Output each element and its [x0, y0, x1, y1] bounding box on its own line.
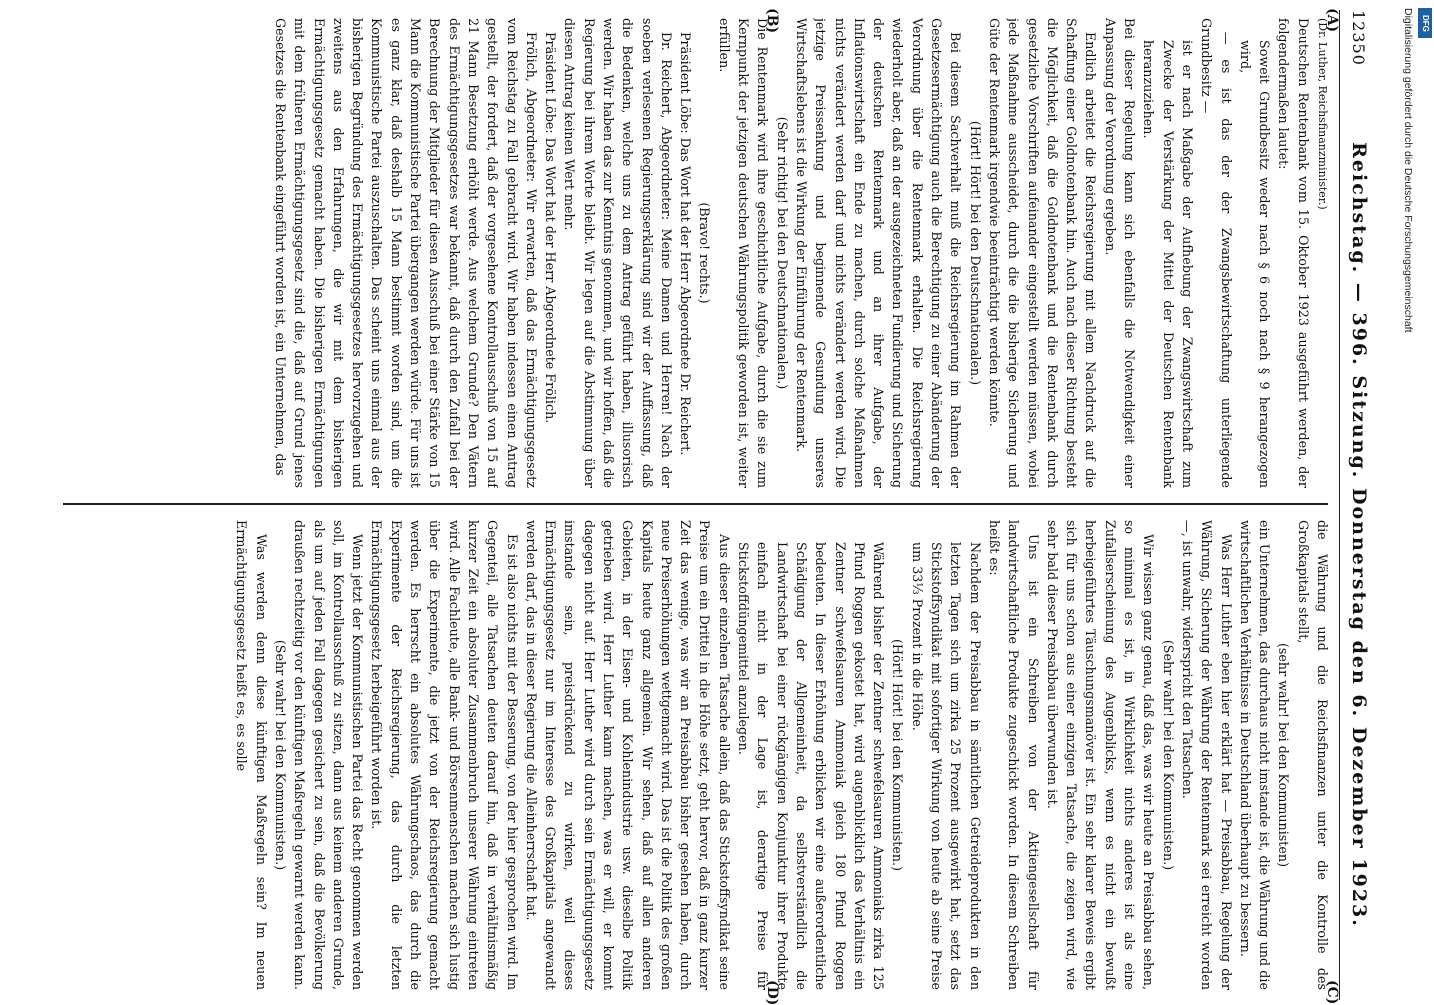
paragraph: Endlich arbeitet die Reichsregierung mit allem Nachdruck auf die Schaffung einer Goldnotenbank hin. Auch nach dieser Richtung besteht die Möglichkeit, daß die Goldnotenbank und die Rentenbank durch gesetzliche Vorschriften aufeinander eingestellt werden müssen, wobei jede Maßnahme ausscheidet, durch die die bisherige Sicherung und Güte der Rentenmark irgendwie beeinträchtigt werden könnte.	[986, 18, 1099, 488]
speaker-context: (Dr. Luther, Reichsfinanzminister.)	[1316, 18, 1329, 210]
speaker-paragraph: Präsident Löbe: Das Wort hat der Herr Abgeordnete Dr. Reichert.	[678, 32, 694, 456]
quote-paragraph: Während bisher der Zentner schwefelsauren Ammoniaks zirka 125 Pfund Roggen gekostet hat, wird augenblicklich das Verhältnis ein Zentner schwefelsauren Ammoniak gleich 180 Pfund Roggen bedeuten. In dieser Erhöhung erblicken wir eine außerordentliche Schädigung der Allgemeinheit, da selbstverständlich die Landwirtschaft bei einer rückgängigen Konjunktur ihrer Produkte einfach nicht in der Lage ist, derartige Preise für Stickstoffdüngemittel anzulegen.	[736, 542, 887, 990]
interjection: (Hört! Hört! bei den Kommunisten.)	[890, 638, 906, 871]
speaker-paragraph: Dr. Reichert, Abgeordneter: Meine Damen und Herren! Nach der soeben verlesenen Regierungserklärung sind wir der Auffassung, daß die Bedenken, welche uns zu dem Antrag geführt haben, illusorisch werden. Wir haben das zur Kenntnis genommen, und wir hoffen, daß die Regierung bei ihrem Worte bleibt. Wir legen auf die Abstimmung über diesen Antrag keinen Wert mehr.	[562, 18, 674, 488]
right-column	[62, 520, 1332, 990]
paragraph: die Währung und die Reichsfinanzen unter die Kontrolle des Großkapitals stellt,	[1295, 520, 1330, 990]
interjection: (Sehr richtig! bei den Deutschnationalen.)	[774, 116, 790, 390]
left-column	[62, 18, 1332, 488]
paragraph: Es ist also nichts mit der Besserung, von der hier gesprochen wird. Im Gegenteil, alle Tatsachen deuten darauf hin, daß in verhältnismäßig kurzer Zeit ein absoluter Zusammenbruch unserer Währung eintreten wird. Alle Fachleute, alle Bank- und Börsenmenschen machen sich lustig über die Experimente, die jetzt von der Reichsregierung gemacht werden. Es herrscht ein absolutes Währungschaos, das durch die Experimente der Reichsregierung, das durch die letzten Ermächtigungsgesetz herbeigeführt worden ist.	[369, 520, 520, 990]
interjection: (sehr wahr! bei den Kommunisten)	[1276, 642, 1292, 868]
speaker-paragraph: Präsident Löbe: Das Wort hat der Herr Abgeordnete Frölich.	[543, 32, 559, 424]
paragraph: Die Rentenmark wird ihre geschichtliche Aufgabe, durch die sie zum Kernpunkt der jetzigen deutschen Währungspolitik geworden ist, weiter erfüllen.	[716, 18, 771, 488]
interjection: (Bravo! rechts.)	[697, 202, 713, 304]
digitization-note: Digitalisierung gefördert durch die Deutsche Forschungsgemeinschaft	[1402, 8, 1414, 333]
interjection: (Hört! Hört! bei den Deutschnationalen.)	[967, 120, 983, 386]
rotated-page	[50, 8, 1380, 1005]
quote-paragraph: Nachdem der Preisabbau in sämtlichen Getreideprodukten in den letzten Tagen sich um zirka 25 Prozent ausgewirkt hat, setzt das Stickstoffsyndikat mit sofortiger Wirkung von heute ab seine Preise um 33⅓ Prozent in die Höhe.	[909, 542, 983, 990]
interjection: (Sehr wahr! bei den Kommunisten.)	[1160, 639, 1176, 871]
margin-marker-c: (C)	[1324, 980, 1340, 1005]
page-title: Reichstag. — 396. Sitzung. Donnerstag den 6. Dezember 1923.	[1348, 142, 1370, 928]
paragraph: Was werden denn diese künftigen Maßregeln sein? Im neuen Ermächtigungsgesetz heißt es, es solle	[234, 520, 269, 990]
quote-paragraph: ist er nach Maßgabe der Aufhebung der Zwangswirtschaft zum Zwecke der Verstärkung der Mittel der Deutschen Rentenbank heranzuziehen.	[1141, 40, 1195, 488]
interjection: (Sehr wahr! bei den Kommunisten.)	[272, 639, 288, 871]
margin-marker-a: (A)	[1324, 8, 1340, 33]
paragraph: Bei dieser Regelung kann sich ebenfalls die Notwendigkeit einer Anpassung der Verordnung ergeben.	[1102, 18, 1138, 488]
page-number: 12350	[1349, 10, 1368, 66]
margin-marker-d: (D)	[764, 980, 780, 1005]
paragraph: Uns ist ein Schreiben von der Aktiengesellschaft für landwirtschaftliche Produkte zugeschickt worden. In diesem Schreiben heißt es:	[986, 520, 1041, 990]
margin-marker-b: (B)	[764, 8, 780, 34]
paragraph: Deutschen Rentenbank vom 15. Oktober 1923 ausgeführt werden, der folgendermaßen lautet:	[1276, 18, 1311, 488]
paragraph: Wir wissen ganz genau, daß das, was wir heute an Preisabbau sehen, so minimal es ist, in Wirklichkeit nichts anderes ist als eine Zufallserscheinung des Augenblicks, wenn es nicht ein bewußt herbeigeführtes Täuschungsmanöver ist. Ein sehr klarer Beweis ergibt sich für uns schon aus einer einzigen Tatsache, die zeigen wird, wie sehr bald dieser Preisabbau überwunden ist.	[1044, 520, 1157, 990]
paragraph: Aus dieser einzelnen Tatsache allein, daß das Stickstoffsyndikat seine Preise um ein Drittel in die Höhe setzt, geht hervor, daß in ganz kurzer Zeit das wenige, was wir an Preisabbau bisher gesehen haben, durch neue Preiserhöhungen wettgemacht wird. Das ist die Politik des großen Kapitals heute ganz allgemein. Wir sehen, daß auf allen anderen Gebieten, in der Eisen- und Kohlenindustrie usw. dieselbe Politik getrieben wird. Herr Luther kann machen, was er will, er kommt dagegen nicht auf. Herr Luther wird durch sein Ermächtigungsgesetz imstande sein, preisdrückend zu wirken, weil dieses Ermächtigungsgesetz nur im Interesse des Großkapitals angewandt werden darf, das in dieser Regierung die Alleinherrschaft hat.	[523, 520, 732, 990]
paragraph: — es ist das der der Zwangsbewirtschaftung unterliegende Grundbesitz —	[1199, 18, 1234, 488]
paragraph: Wenn jetzt der Kommunistischen Partei das Recht genommen werden soll, im Kontrollausschuß zu sitzen, dann aus keinem anderen Grunde, als um auf jeden Fall dagegen gesichert zu sein, daß die Bevölkerung draußen rechtzeitig vor den künftigen Maßregeln gewarnt werden kann.	[292, 520, 366, 990]
paragraph: Bei diesem Sachverhalt muß die Reichsregierung im Rahmen der Gesetzesermächtigung auch die Berechtigung zu einer Abänderung der Verordnung über die Rentenmark erhalten. Die Reichsregierung wiederholt aber, daß an der ausgezeichneten Fundierung und Sicherung der deutschen Rentenmark und an ihrer Aufgabe, der Inflationswirtschaft ein Ende zu machen, durch solche Maßnahmen nichts verändert werden darf und nichts verändert werden wird. Die jetzige Preissenkung und beginnende Gesundung unseres Wirtschaftslebens ist die Wirkung der Einführung der Rentenmark.	[793, 18, 964, 488]
dfg-logo: DFG	[1418, 8, 1432, 38]
quote-paragraph: Soweit Grundbesitz weder nach § 6 noch nach § 9 herangezogen wird,	[1237, 40, 1273, 488]
paragraph: ein Unternehmen, das durchaus nicht imstande ist, die Währung und die wirtschaftlichen Verhältnisse in Deutschland überhaupt zu bessern.	[1237, 520, 1273, 990]
column-divider	[63, 503, 1328, 505]
speaker-paragraph: Frölich, Abgeordneter: Wir erwarten, daß das Ermächtigungsgesetz vom Reichstag zu Fall gebracht wird. Wir haben indessen einen Antrag gestellt, der fordert, daß der vorgesehene Kontrollausschuß von 15 auf 21 Mann Besetzung erhöht werde. Aus welchem Grunde? Den Vätern des Ermächtigungsgesetzes war bekannt, daß durch den Zufall bei der Berechnung der Mitglieder für diesen Ausschuß bei einer Stärke von 15 Mann die Kommunistische Partei übergangen werden würde. Für uns ist es ganz klar, daß deshalb 15 Mann bestimmt worden sind, um die Kommunistische Partei auszuschalten. Das scheint uns einmal aus der bisherigen Begründung des Ermächtigungsgesetzes hervorzugehen und zweitens aus den Erfahrungen, die wir mit dem bisherigen Ermächtigungsgesetz gemacht haben. Die bisherigen Ermächtigungen mit dem früheren Ermächtigungsgesetz sind die, daß auf Grund jenes Gesetzes die Rentenbank eingeführt worden ist, ein Unternehmen, das	[272, 18, 539, 488]
paragraph: Was Herr Luther eben hier erklärt hat — Preisabbau, Regelung der Währung, Sicherung der Währung der Rentenmark sei erreicht worden —, ist unwahr, widerspricht den Tatsachen.	[1179, 520, 1234, 990]
page-header	[1339, 10, 1380, 1000]
